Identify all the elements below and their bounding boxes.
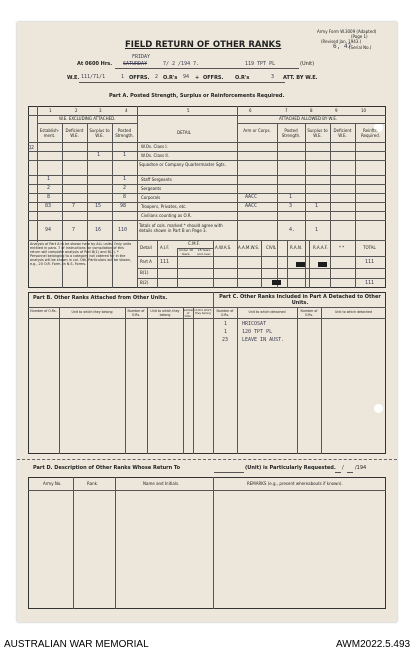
col-number-10: 10: [361, 108, 367, 113]
analysis-total-b2: 111: [365, 280, 375, 286]
part-a-title: Part A. Posted Strength, Surplus or Reinforcements Required.: [109, 93, 285, 99]
analysis-head-raaf: R.A.A.F.: [313, 245, 328, 250]
offrs-label: OFFRS.: [129, 75, 150, 81]
row-detail-wo2: W.Os. Class II.: [141, 153, 169, 158]
row-detail-troopers: Troopers, Privates, etc.: [141, 204, 187, 209]
analysis-head-detail: Detail: [140, 245, 152, 250]
col-head-posted: Posted Strength.: [115, 128, 134, 138]
part-b-head-unit-3: Unit to which they belong: [194, 309, 212, 316]
col-number-7: 7: [285, 108, 288, 113]
part-c-entry-unit: LEAVE IN AUST.: [242, 337, 285, 343]
redacted-mark: [296, 262, 305, 267]
col-number-1: 1: [49, 108, 52, 113]
row-detail-totals: Totals of cols. marked * should agree with details shown in Part B on Page 3.: [139, 223, 223, 233]
part-b-head-unit-2: Unit to which they belong: [150, 309, 180, 317]
analysis-head-total: TOTAL: [363, 245, 376, 250]
analysis-head-ran: R.A.N.: [290, 245, 303, 250]
form-sheet: [17, 22, 397, 622]
unit-name: 119 TPT PL: [245, 61, 276, 67]
part-c-head-number-2: Number of O.Rs.: [300, 309, 318, 317]
we-ref: 1: [121, 74, 125, 80]
serial-label: (Serial No.): [349, 45, 372, 50]
header-line-2: [79, 82, 285, 83]
col-head-establishment: Establish-ment.: [39, 128, 60, 138]
col-head-arm-corps: Arm or Corps.: [243, 128, 271, 133]
part-d-title-unit: (Unit) is Particularly Requested.: [245, 465, 336, 471]
cpl-establishment: 8: [47, 194, 51, 200]
redacted-mark: [318, 262, 327, 267]
return-date: 7/ 2 /194 7.: [163, 61, 200, 67]
col-head-reinforcements: Reinfts. Required.: [360, 128, 381, 138]
ors-label-2: O.R's: [235, 75, 250, 81]
part-c-entry-number: 1: [224, 321, 228, 327]
col-number-8: 8: [310, 108, 313, 113]
we-label: W.E.: [67, 75, 80, 81]
troopers-posted: 98: [120, 203, 127, 209]
col-head-surplus: Surplus to W.E.: [89, 128, 110, 138]
margin-note: Q2: [28, 145, 35, 151]
unit-label: (Unit): [300, 61, 315, 67]
row-detail-ssgt: Staff Sergeants: [141, 177, 172, 182]
col-number-2: 2: [75, 108, 78, 113]
part-c-title: Part C. Other Ranks Included in Part A Detached to Other Units.: [219, 294, 381, 307]
cpl-arm-corps: AACC: [245, 194, 258, 200]
totals-surplus-att: 1: [315, 227, 319, 233]
we-value: 111/71/1: [81, 74, 106, 80]
part-c-head-unit-1: Unit to which detached: [248, 310, 286, 314]
totals-deficient: 7: [72, 227, 76, 233]
analysis-head-other: * *: [339, 245, 345, 250]
att-by-we-label: ATT. BY W.E.: [283, 75, 318, 81]
row-detail-wo1: W.Os. Class I.: [141, 144, 168, 149]
analysis-row-part-a: Part A: [140, 259, 152, 264]
analysis-row-b1: B(1): [140, 270, 149, 275]
analysis-instructions: Analysis of Part A to be shown here by ALL units. Only units entitled in para. 7 of Instructions for compilation of this return will complete analysis of Part B(1) and B(2). * Personnel belonging to a category not catered for in the analysis will be shown in col. Oth. Particulars will be shown, e.g., 20 O.R. Form. in N.S. Forms.: [30, 242, 132, 267]
part-b-head-unit-1: Unit to which they belong: [71, 310, 113, 314]
form-page-ref: (Page 1): [351, 34, 368, 39]
ssgt-posted: 1: [123, 176, 127, 182]
part-c-entry-number: 1: [224, 329, 228, 335]
cpl-posted: 8: [123, 194, 127, 200]
footer-credit: AUSTRALIAN WAR MEMORIAL: [4, 639, 149, 650]
col-number-9: 9: [335, 108, 338, 113]
at-hours-label: At 0600 Hrs.: [77, 61, 113, 67]
col-number-3: 3: [99, 108, 102, 113]
col-head-deficient-att: Deficient W.E.: [333, 128, 352, 138]
part-d-date-slash: /: [342, 465, 344, 471]
form-revised-ref: (Revised Jan. 1943.): [321, 39, 362, 44]
col-head-surplus-att: Surplus to W.E.: [307, 128, 328, 138]
troopers-arm-corps: AACC: [245, 203, 258, 209]
analysis-head-aamws: A.A.M.W.S.: [238, 245, 260, 250]
ors-value-2: 3: [271, 74, 275, 80]
cmf-under-18: Under 18 Years.: [179, 248, 193, 256]
part-d-head-army-no: Army No.: [43, 481, 62, 486]
totals-establishment: 94: [45, 227, 52, 233]
col-head-deficient: Deficient W.E.: [65, 128, 84, 138]
part-d-title: Part D. Description of Other Ranks Whose Return To: [33, 465, 181, 471]
ssgt-establishment: 1: [47, 176, 51, 182]
row-detail-cqms: Squadron or Company Quartermaster Sgts.: [139, 162, 226, 167]
day-struck: SATURDAY: [123, 61, 148, 67]
sgt-establishment: 2: [47, 185, 51, 191]
analysis-row-b2: B(2): [140, 280, 149, 285]
detail-column-label: DETAIL: [177, 130, 191, 135]
footer-accession-number: AWM2022.5.493: [336, 639, 411, 650]
form-title: FIELD RETURN OF OTHER RANKS: [125, 40, 282, 50]
part-c-entry-unit: 120 TPT PL: [242, 329, 273, 335]
analysis-head-cmf: C.M.F.: [188, 241, 200, 246]
troopers-surplus-att: 1: [315, 203, 319, 209]
wo2-surplus: 1: [97, 152, 101, 158]
part-b-title: Part B. Other Ranks Attached from Other Units.: [33, 295, 168, 301]
offrs-value: 2: [155, 74, 159, 80]
troopers-posted-att: 3: [289, 203, 293, 209]
col-number-5: 5: [187, 108, 190, 113]
attached-allowed-label: ATTACHED ALLOWED BY W.E.: [279, 116, 338, 121]
cmf-18-and-over: 18 Years and over.: [197, 248, 211, 256]
cpl-posted-att: 1: [289, 194, 293, 200]
part-d-date-suffix: /194: [355, 465, 367, 471]
analysis-head-civil: CIVIL: [266, 245, 277, 250]
totals-posted-att: 4.: [289, 227, 296, 233]
army-form-ref: Army Form W.3009 (Adapted): [317, 29, 377, 34]
row-detail-civilians: Civilians counting as O.R.: [141, 213, 192, 218]
part-c-head-unit-2: Unit to which detached: [335, 310, 372, 314]
part-c-entry-number: 23: [222, 337, 229, 343]
analysis-head-awas: A.W.A.S.: [215, 245, 232, 250]
analysis-aif-part-a: 111: [160, 259, 170, 265]
part-b-c-table: [28, 292, 386, 454]
day-typed: FRIDAY: [132, 54, 151, 60]
fold-line: [17, 459, 397, 460]
troopers-deficient: 7: [72, 203, 76, 209]
ors-label: O.R's: [163, 75, 178, 81]
part-b-head-number-2: Number of O.Rs.: [127, 309, 145, 317]
analysis-total-part-a: 111: [365, 259, 375, 265]
serial-value: 6, 47: [333, 43, 352, 50]
col-number-4: 4: [125, 108, 128, 113]
offrs-label-2: OFFRS.: [203, 75, 224, 81]
troopers-establishment: 83: [45, 203, 52, 209]
part-b-head-number-1: Number of O.Rs.: [30, 309, 57, 313]
row-detail-sgt: Sergeants: [141, 186, 162, 191]
col-head-posted-att: Posted Strength.: [281, 128, 301, 138]
header-line-1: [115, 68, 299, 69]
we-excluding-attached-label: W.E. EXCLUDING ATTACHED.: [59, 116, 116, 121]
part-d-head-rank: Rank.: [87, 481, 99, 486]
analysis-head-aif: A.I.F.: [160, 245, 170, 250]
redacted-mark: [272, 280, 281, 285]
ors-value: 94: [183, 74, 190, 80]
part-c-head-number-1: Number of O.Rs.: [216, 309, 234, 317]
part-c-entry-unit: HRICOSAT: [242, 321, 267, 327]
col-number-6: 6: [249, 108, 252, 113]
totals-surplus: 16: [95, 227, 102, 233]
sgt-posted: 2: [123, 185, 127, 191]
troopers-surplus: 15: [95, 203, 102, 209]
part-b-head-number-3: Number of O.Rs.: [183, 309, 194, 319]
plus-sign: +: [195, 75, 200, 81]
totals-posted: 110: [118, 227, 128, 233]
part-d-head-remarks: REMARKS (e.g., present whereabouts if known).: [247, 481, 343, 486]
part-d-table: [28, 477, 386, 609]
part-d-head-name: Name and Initials.: [143, 481, 180, 486]
row-detail-cpl: Corporals: [141, 195, 161, 200]
wo2-posted: 1: [123, 152, 127, 158]
